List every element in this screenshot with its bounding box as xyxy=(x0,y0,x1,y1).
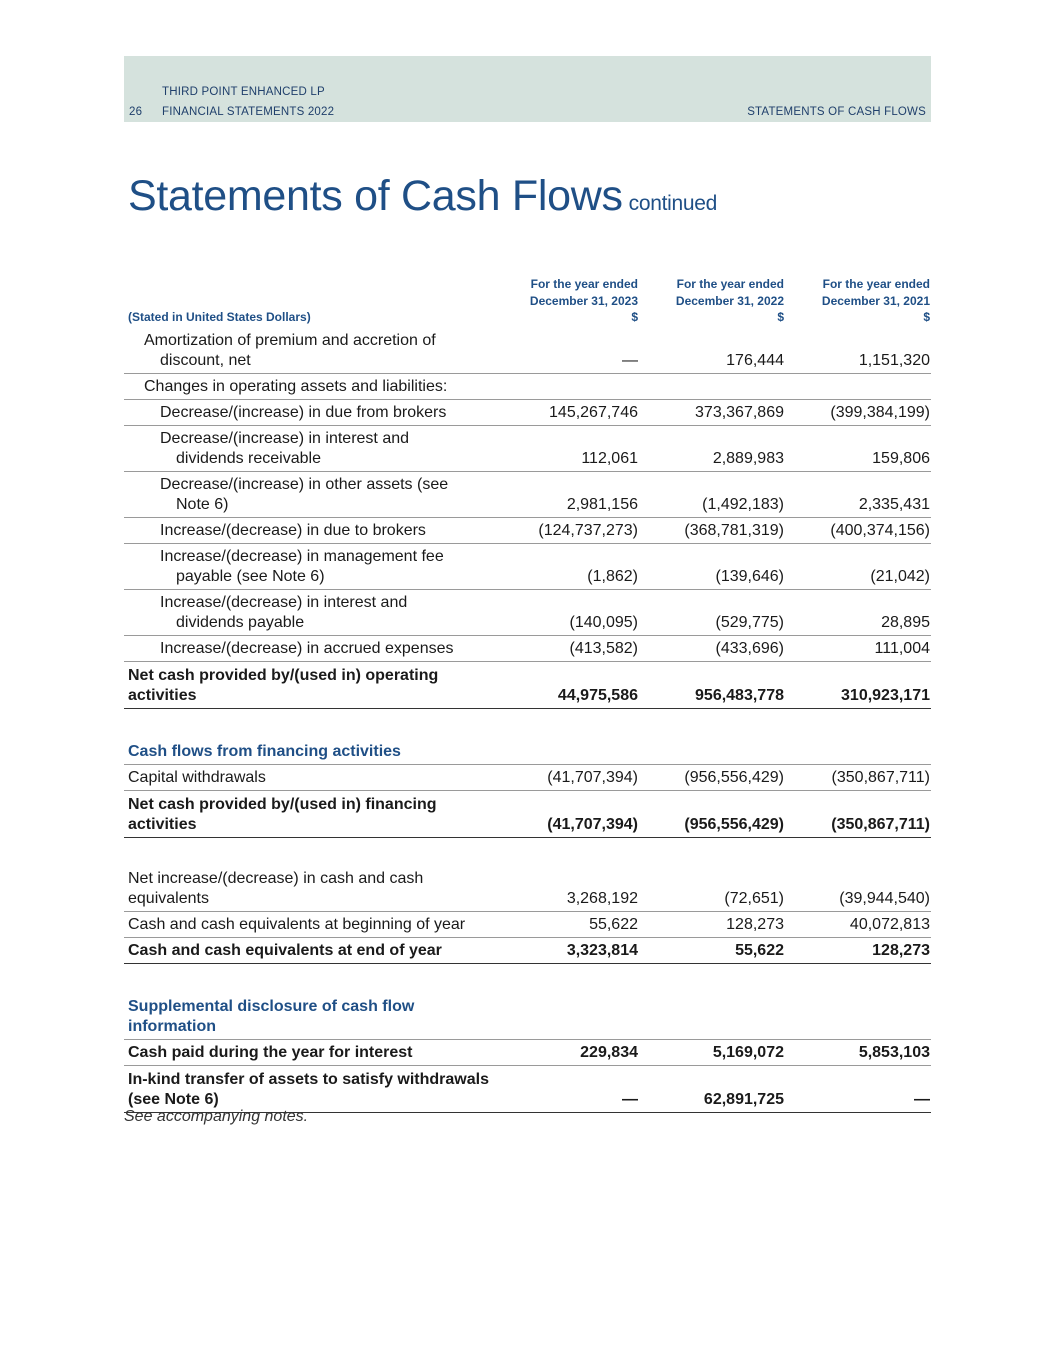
row-label: In-kind transfer of assets to satisfy withdrawals (see Note 6) xyxy=(128,1071,489,1108)
table-row-interest-payable xyxy=(124,590,931,636)
value-2021: (350,867,711) xyxy=(831,769,930,786)
value-2021: 2,335,431 xyxy=(858,496,930,513)
table-row-accrued-expenses xyxy=(124,636,931,662)
value-2023: 112,061 xyxy=(581,450,638,467)
value-2023: 44,975,586 xyxy=(557,687,638,704)
value-2022: 956,483,778 xyxy=(695,687,784,704)
row-label: Net cash provided by/(used in) operating activities xyxy=(128,667,439,704)
page-number: 26 xyxy=(129,106,143,118)
stated-currency-label: (Stated in United States Dollars) xyxy=(128,310,311,324)
page-header xyxy=(124,56,931,122)
column-header-2021: For the year ended December 31, 2021 $ xyxy=(821,277,930,324)
table-row-in-kind-transfer xyxy=(124,1066,931,1113)
value-2021: 310,923,171 xyxy=(841,687,930,704)
row-label: Decrease/(increase) in other assets (see Note 6) xyxy=(160,476,449,513)
row-label: Cash and cash equivalents at end of year xyxy=(128,942,442,959)
table-row-interest-receivable xyxy=(124,426,931,472)
row-label: Decrease/(increase) in interest and dividends receivable xyxy=(160,430,410,467)
value-2023: (41,707,394) xyxy=(547,816,638,833)
company-name: THIRD POINT ENHANCED LP xyxy=(162,86,325,98)
table-row-net-operating xyxy=(124,662,931,709)
value-2022: (433,696) xyxy=(715,640,784,657)
section-name: STATEMENTS OF CASH FLOWS xyxy=(747,106,926,118)
value-2022: (139,646) xyxy=(715,568,784,585)
row-label: Cash paid during the year for interest xyxy=(128,1044,413,1061)
document-name: FINANCIAL STATEMENTS 2022 xyxy=(162,106,335,118)
value-2023: — xyxy=(622,1091,638,1108)
value-2021: (21,042) xyxy=(870,568,930,585)
table-row-due-from-brokers xyxy=(124,400,931,426)
table-row-management-fee xyxy=(124,544,931,590)
table-row-financing-heading xyxy=(124,709,931,765)
row-label: Increase/(decrease) in due to brokers xyxy=(160,522,426,539)
row-label: Increase/(decrease) in accrued expenses xyxy=(160,640,454,657)
value-2023: 229,834 xyxy=(580,1044,638,1061)
value-2021: 28,895 xyxy=(881,614,930,631)
value-2023: 3,323,814 xyxy=(566,942,638,959)
value-2022: 55,622 xyxy=(735,942,784,959)
value-2022: (956,556,429) xyxy=(684,816,784,833)
value-2023: (1,862) xyxy=(587,568,638,585)
page-title-main: Statements of Cash Flows xyxy=(128,172,623,220)
value-2022: 373,367,869 xyxy=(695,404,784,421)
column-header-2022: For the year ended December 31, 2022 $ xyxy=(675,277,784,324)
value-2022: (956,556,429) xyxy=(684,769,784,786)
value-2023: 3,268,192 xyxy=(566,890,638,907)
value-2021: 40,072,813 xyxy=(849,916,930,933)
value-2023: (140,095) xyxy=(569,614,638,631)
table-row-net-financing xyxy=(124,791,931,838)
value-2022: (72,651) xyxy=(724,890,784,907)
value-2023: 55,622 xyxy=(589,916,638,933)
value-2023: (124,737,273) xyxy=(538,522,638,539)
value-2021: 1,151,320 xyxy=(858,352,930,369)
value-2022: 5,169,072 xyxy=(712,1044,784,1061)
value-2022: (529,775) xyxy=(715,614,784,631)
row-label: Increase/(decrease) in management fee payable (see Note 6) xyxy=(160,548,444,585)
value-2023: 2,981,156 xyxy=(566,496,638,513)
value-2021: (400,374,156) xyxy=(830,522,930,539)
value-2022: 176,444 xyxy=(726,352,784,369)
table-row-cash-end xyxy=(124,938,931,964)
table-row-due-to-brokers xyxy=(124,518,931,544)
row-label: Cash and cash equivalents at beginning of year xyxy=(128,916,466,933)
footnote: See accompanying notes. xyxy=(124,1108,309,1125)
page-title xyxy=(128,172,717,221)
page-title-sub: continued xyxy=(628,192,718,215)
value-2021: 5,853,103 xyxy=(858,1044,930,1061)
table-row-capital-withdrawals xyxy=(124,765,931,791)
value-2023: 145,267,746 xyxy=(549,404,638,421)
table-row-cash-paid-interest xyxy=(124,1040,931,1066)
row-label: Net increase/(decrease) in cash and cash equivalents xyxy=(128,870,424,907)
row-label: Increase/(decrease) in interest and dividends payable xyxy=(160,594,408,631)
table-row-net-increase xyxy=(124,838,931,912)
row-label: Decrease/(increase) in due from brokers xyxy=(160,404,447,421)
value-2021: — xyxy=(914,1091,930,1108)
table-row-cash-beginning xyxy=(124,912,931,938)
value-2023: — xyxy=(622,352,638,369)
value-2021: 111,004 xyxy=(874,640,930,657)
value-2021: 128,273 xyxy=(872,942,930,959)
value-2022: (1,492,183) xyxy=(702,496,784,513)
table-row-other-assets xyxy=(124,472,931,518)
section-heading: Supplemental disclosure of cash flow information xyxy=(128,998,415,1035)
value-2022: 62,891,725 xyxy=(703,1091,784,1108)
column-header-2023: For the year ended December 31, 2023 $ xyxy=(529,277,638,324)
section-heading: Cash flows from financing activities xyxy=(128,743,401,760)
row-label: Net cash provided by/(used in) financing activities xyxy=(128,796,437,833)
value-2022: 128,273 xyxy=(726,916,784,933)
row-label: Capital withdrawals xyxy=(128,769,266,786)
value-2023: (41,707,394) xyxy=(547,769,638,786)
value-2021: 159,806 xyxy=(872,450,930,467)
table-row-amortization xyxy=(124,330,931,374)
table-row-changes-heading xyxy=(124,374,931,400)
value-2021: (399,384,199) xyxy=(830,404,930,421)
value-2021: (350,867,711) xyxy=(831,816,930,833)
value-2022: 2,889,983 xyxy=(712,450,784,467)
row-label: Amortization of premium and accretion of discount, net xyxy=(144,332,436,369)
row-label: Changes in operating assets and liabilities: xyxy=(144,378,448,395)
value-2022: (368,781,319) xyxy=(684,522,784,539)
value-2023: (413,582) xyxy=(569,640,638,657)
value-2021: (39,944,540) xyxy=(839,890,930,907)
table-row-supplemental-heading xyxy=(124,964,931,1040)
